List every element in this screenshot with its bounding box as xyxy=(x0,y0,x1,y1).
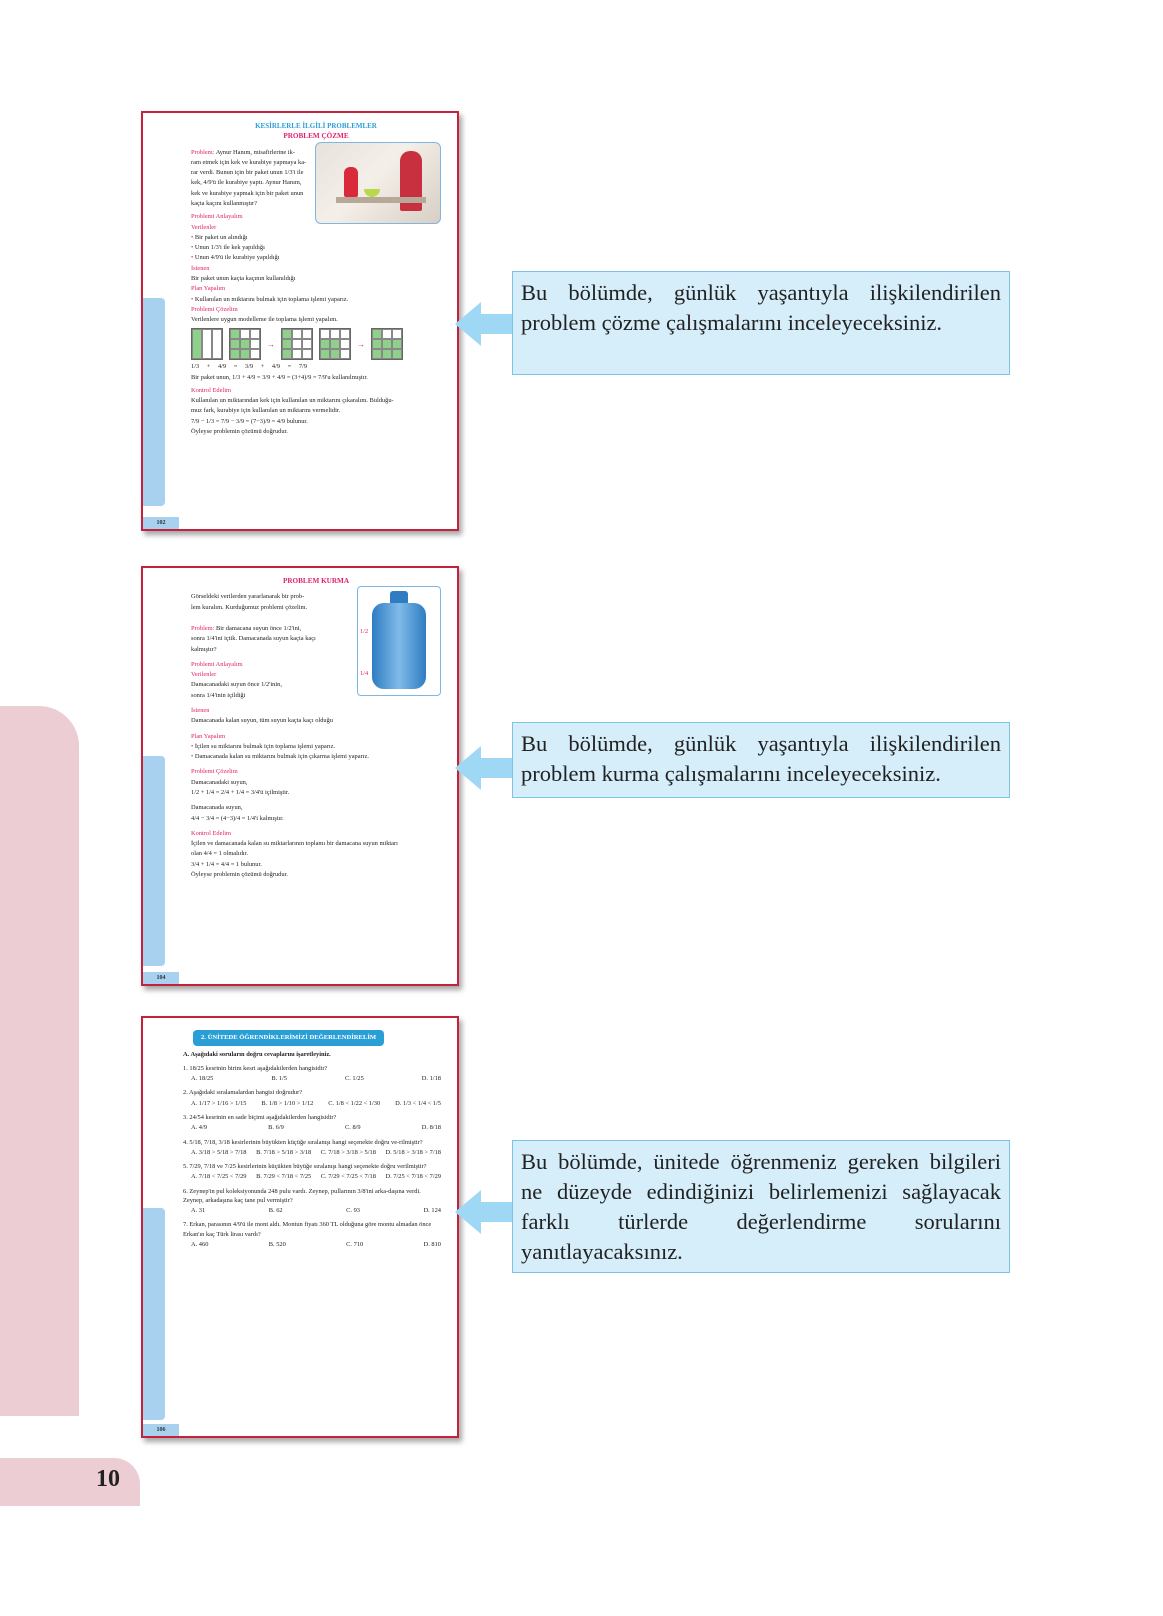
question-text: 7. Erkan, parasının 4/9'ü ile mont aldı. Montun fiyatı 360 TL olduğuna göre montu almadan önce Erkan'ın kaç Türk lirası vardı? xyxy=(183,1221,432,1238)
body-text: Kullanılan un miktarından kek için kullanılan un miktarını çıkaralım. Bulduğu- xyxy=(191,397,394,405)
section-heading: Kontrol Edelim xyxy=(191,386,231,394)
bottle-label: 1/2 xyxy=(360,628,369,636)
answer-option[interactable]: B. 1/5 xyxy=(271,1075,287,1083)
answer-option[interactable]: A. 460 xyxy=(191,1241,209,1249)
list-item: • Bir paket un alındığı xyxy=(191,233,248,241)
list-item: • Damacanada kalan su miktarını bulmak için çıkarma işlemi yaparız. xyxy=(191,753,369,761)
answer-option[interactable]: C. 1/8 < 1/22 < 1/30 xyxy=(328,1099,381,1107)
problem-text: sonra 1/4'ini içtik. Damacanada suyun kaçta kaçı xyxy=(191,635,316,643)
question-item xyxy=(183,1064,441,1084)
question-text: 5. 7/29, 7/18 ve 7/25 kesirlerinin küçükten büyüğe sıralanışı hangi seçenekte doğru verilmiştir? xyxy=(183,1163,427,1171)
answer-option[interactable]: A. 7/18 < 7/25 < 7/29 xyxy=(191,1173,247,1181)
section-instruction: A. Aşağıdaki soruların doğru cevaplarını işaretleyiniz. xyxy=(183,1050,331,1058)
answer-options xyxy=(191,1123,441,1132)
fraction-model xyxy=(319,328,351,360)
page-number: 10 xyxy=(96,1466,120,1492)
body-text: Damacanada suyun, xyxy=(191,804,243,812)
answer-options xyxy=(191,1074,441,1083)
thumbnail-side-bar xyxy=(143,1208,165,1420)
body-text: Görseldeki verilerden yararlanarak bir prob- xyxy=(191,593,305,601)
fraction-model xyxy=(281,328,313,360)
question-item xyxy=(183,1162,441,1182)
section-heading: Plan Yapalım xyxy=(191,732,226,740)
answer-option[interactable]: A. 3/18 > 5/18 > 7/18 xyxy=(191,1148,247,1156)
fraction-model xyxy=(371,328,403,360)
section-heading: Verilenler xyxy=(191,223,217,231)
body-text: Bir paket unun kaçta kaçının kullanıldığı xyxy=(191,274,296,282)
problem-text: kaçta kaçını kullanmıştır? xyxy=(191,199,258,207)
problem-text: Aynur Hanım, misafirlerine ik- xyxy=(215,148,295,156)
body-text: Bir paket unun, 1/3 + 4/9 = 3/9 + 4/9 = (3+4)/9 = 7/9'u kullanılmıştır. xyxy=(191,373,368,381)
question-text: 1. 18/25 kesrinin birim kesri aşağıdakilerden hangisidir? xyxy=(183,1064,328,1072)
answer-option[interactable]: B. 520 xyxy=(268,1241,286,1249)
answer-option[interactable]: A. 31 xyxy=(191,1207,206,1215)
thumbnail-side-bar xyxy=(143,756,165,966)
question-item xyxy=(183,1220,441,1249)
question-text: 4. 5/18, 7/18, 3/18 kesirlerinin büyükten küçüğe sıralanışı hangi seçenekte doğru ve-rilmiştir? xyxy=(183,1138,423,1146)
answer-options xyxy=(191,1172,441,1181)
question-list xyxy=(183,1064,441,1250)
answer-options xyxy=(191,1206,441,1215)
arrow-icon: → xyxy=(357,339,365,349)
answer-option[interactable]: B. 62 xyxy=(268,1207,283,1215)
arrow-left-icon xyxy=(455,300,517,348)
thumbnail-page-number: 106 xyxy=(143,1424,179,1436)
problem-text: kalmıştır? xyxy=(191,645,217,653)
answer-options xyxy=(191,1099,441,1108)
body-text: 3/4 + 1/4 = 4/4 = 1 bulunur. xyxy=(191,860,262,868)
arrow-left-icon xyxy=(455,1188,517,1236)
fraction-models xyxy=(191,328,441,360)
answer-options xyxy=(191,1240,441,1249)
body-text: Öyleyse problemin çözümü doğrudur. xyxy=(191,870,288,878)
answer-option[interactable]: D. 124 xyxy=(423,1207,441,1215)
list-item: • İçilen su miktarını bulmak için toplama işlemi yaparız. xyxy=(191,742,336,750)
thumbnail-title-top: KESİRLERLE İLGİLİ PROBLEMLER xyxy=(255,122,377,130)
answer-option[interactable]: D. 1/18 xyxy=(421,1075,441,1083)
arrow-icon: → xyxy=(267,339,275,349)
thumbnail-title: PROBLEM ÇÖZME xyxy=(283,132,349,141)
callout-problem-solving: Bu bölümde, günlük yaşantıyla ilişkilendirilen problem çözme çalışmalarını inceleyeceksiniz. xyxy=(512,271,1010,375)
problem-text: kek, 4/9'ü ile kurabiye yaptı. Aynur Hanım, xyxy=(191,179,302,187)
thumbnail-page-number: 102 xyxy=(143,517,179,529)
answer-option[interactable]: C. 8/9 xyxy=(344,1124,361,1132)
answer-option[interactable]: C. 93 xyxy=(346,1207,361,1215)
answer-option[interactable]: B. 6/9 xyxy=(268,1124,284,1132)
thumbnail-evaluation xyxy=(141,1016,459,1438)
answer-option[interactable]: C. 710 xyxy=(346,1241,364,1249)
arrow-left-icon xyxy=(455,744,517,792)
bottle-label: 1/4 xyxy=(360,670,369,678)
answer-option[interactable]: A. 4/9 xyxy=(191,1124,207,1132)
answer-option[interactable]: D. 810 xyxy=(423,1241,441,1249)
kitchen-photo xyxy=(315,142,441,224)
section-heading: Problemi Çözelim xyxy=(191,305,238,313)
body-text: 1/2 + 1/4 = 2/4 + 1/4 = 3/4'ü içilmiştir. xyxy=(191,788,290,796)
question-item xyxy=(183,1187,441,1216)
thumbnail-side-bar xyxy=(143,298,165,506)
answer-option[interactable]: C. 7/29 < 7/25 < 7/18 xyxy=(320,1173,376,1181)
body-text: İçilen ve damacanada kalan su miktarlarının toplamı bir damacana suyun miktarı xyxy=(191,840,398,848)
question-text: 2. Aşağıdaki sıralamalardan hangisi doğrudur? xyxy=(183,1089,303,1097)
section-heading: Plan Yapalım xyxy=(191,285,226,293)
body-text: sonra 1/4'inin içildiği xyxy=(191,691,246,699)
section-heading: İstenen xyxy=(191,706,210,714)
answer-option[interactable]: D. 7/25 < 7/18 < 7/29 xyxy=(385,1173,441,1181)
question-text: 3. 24/54 kesrinin en sade biçimi aşağıdakilerden hangisidir? xyxy=(183,1113,337,1121)
body-text: olan 4/4 = 1 olmalıdır. xyxy=(191,850,249,858)
problem-text: ram etmek için kek ve kurabiye yapmaya ka- xyxy=(191,158,307,166)
section-heading: Problemi Anlayalım xyxy=(191,213,243,221)
water-jug-illustration xyxy=(357,586,441,696)
fraction-model xyxy=(191,328,223,360)
list-item: • Unun 1/3'i ile kek yapıldığı xyxy=(191,244,265,252)
section-heading: Kontrol Edelim xyxy=(191,829,231,837)
fraction-row: 1/3 + 4/9 = 3/9 + 4/9 = 7/9 xyxy=(191,363,308,371)
thumbnail-page-number: 104 xyxy=(143,972,179,984)
body-text: Damacanadaki suyun, xyxy=(191,778,248,786)
body-text: Öyleyse problemin çözümü doğrudur. xyxy=(191,428,288,436)
body-text: Damacanadaki suyun önce 1/2'inin, xyxy=(191,681,282,689)
thumbnail-title: PROBLEM KURMA xyxy=(282,577,350,585)
fraction-model xyxy=(229,328,261,360)
section-heading: Verilenler xyxy=(191,671,217,679)
problem-text: Bir damacana suyun önce 1/2'ini, xyxy=(216,625,302,632)
problem-label: Problem: xyxy=(191,148,215,156)
answer-option[interactable]: D. 8/18 xyxy=(421,1124,441,1132)
answer-option[interactable]: B. 1/8 > 1/10 > 1/12 xyxy=(261,1099,314,1107)
body-text: 4/4 − 3/4 = (4−3)/4 = 1/4'i kalmıştır. xyxy=(191,814,284,822)
thumbnail-problem-posing xyxy=(141,566,459,986)
body-text: lem kuralım. Kurduğumuz problemi çözelim. xyxy=(191,603,308,611)
callout-evaluation: Bu bölümde, ünitede öğrenmeniz gereken bilgileri ne düzeyde edindiğinizi belirlemenizi sağlayacak farklı türlerde değerlendirme sorularını yanıtlayacaksınız. xyxy=(512,1140,1010,1273)
answer-option[interactable]: A. 1/17 > 1/16 > 1/15 xyxy=(191,1099,247,1107)
question-item xyxy=(183,1138,441,1158)
problem-text: rar verdi. Bunun için bir paket unun 1/3'i ile xyxy=(191,169,304,177)
answer-option[interactable]: B. 7/29 < 7/18 < 7/25 xyxy=(256,1173,312,1181)
question-item xyxy=(183,1088,441,1108)
question-text: 6. Zeynep'in pul koleksiyonunda 248 pulu vardı. Zeynep, pullarının 3/8'ini arka-daşına verdi. Zeynep, arkadaşına kaç tane pul vermiştir? xyxy=(183,1187,421,1204)
question-item xyxy=(183,1113,441,1133)
answer-option[interactable]: A. 18/25 xyxy=(191,1075,214,1083)
section-heading: Problemi Anlayalım xyxy=(191,660,243,668)
answer-option[interactable]: D. 1/3 < 1/4 < 1/5 xyxy=(395,1099,441,1107)
answer-option[interactable]: C. 1/25 xyxy=(344,1075,364,1083)
problem-text: kek ve kurabiye yapmak için bir paket unun xyxy=(191,189,304,197)
thumbnail-problem-solving xyxy=(141,111,459,531)
body-text: 7/9 − 1/3 = 7/9 − 3/9 = (7−3)/9 = 4/9 bulunur. xyxy=(191,417,308,425)
answer-option[interactable]: B. 7/18 > 5/18 > 3/18 xyxy=(256,1148,312,1156)
answer-option[interactable]: C. 7/18 > 3/18 > 5/18 xyxy=(320,1148,376,1156)
list-item: • Kullanılan un miktarını bulmak için toplama işlemi yaparız. xyxy=(191,295,349,303)
body-text: muz fark, kurabiye için kullanılan un miktarını vermelidir. xyxy=(191,407,341,415)
section-heading: İstenen xyxy=(191,264,210,272)
body-text: Verilenlere uygun modelleme ile toplama işlemi yapalım. xyxy=(191,316,338,324)
answer-option[interactable]: D. 5/18 > 3/18 > 7/18 xyxy=(385,1148,441,1156)
answer-options xyxy=(191,1148,441,1157)
list-item: • Unun 4/9'ü ile kurabiye yapıldığı xyxy=(191,254,280,262)
callout-problem-posing: Bu bölümde, günlük yaşantıyla ilişkilendirilen problem kurma çalışmalarını inceleyeceksiniz. xyxy=(512,722,1010,798)
problem-label: Problem: xyxy=(191,625,215,632)
body-text: Damacanada kalan suyun, tüm suyun kaçta kaçı olduğu xyxy=(191,717,333,725)
evaluation-header: 2. ÜNİTEDE ÖĞRENDİKLERİMİZİ DEĞERLENDİRELİM xyxy=(193,1030,384,1046)
side-decor-tab xyxy=(0,706,79,1416)
section-heading: Problemi Çözelim xyxy=(191,768,238,776)
